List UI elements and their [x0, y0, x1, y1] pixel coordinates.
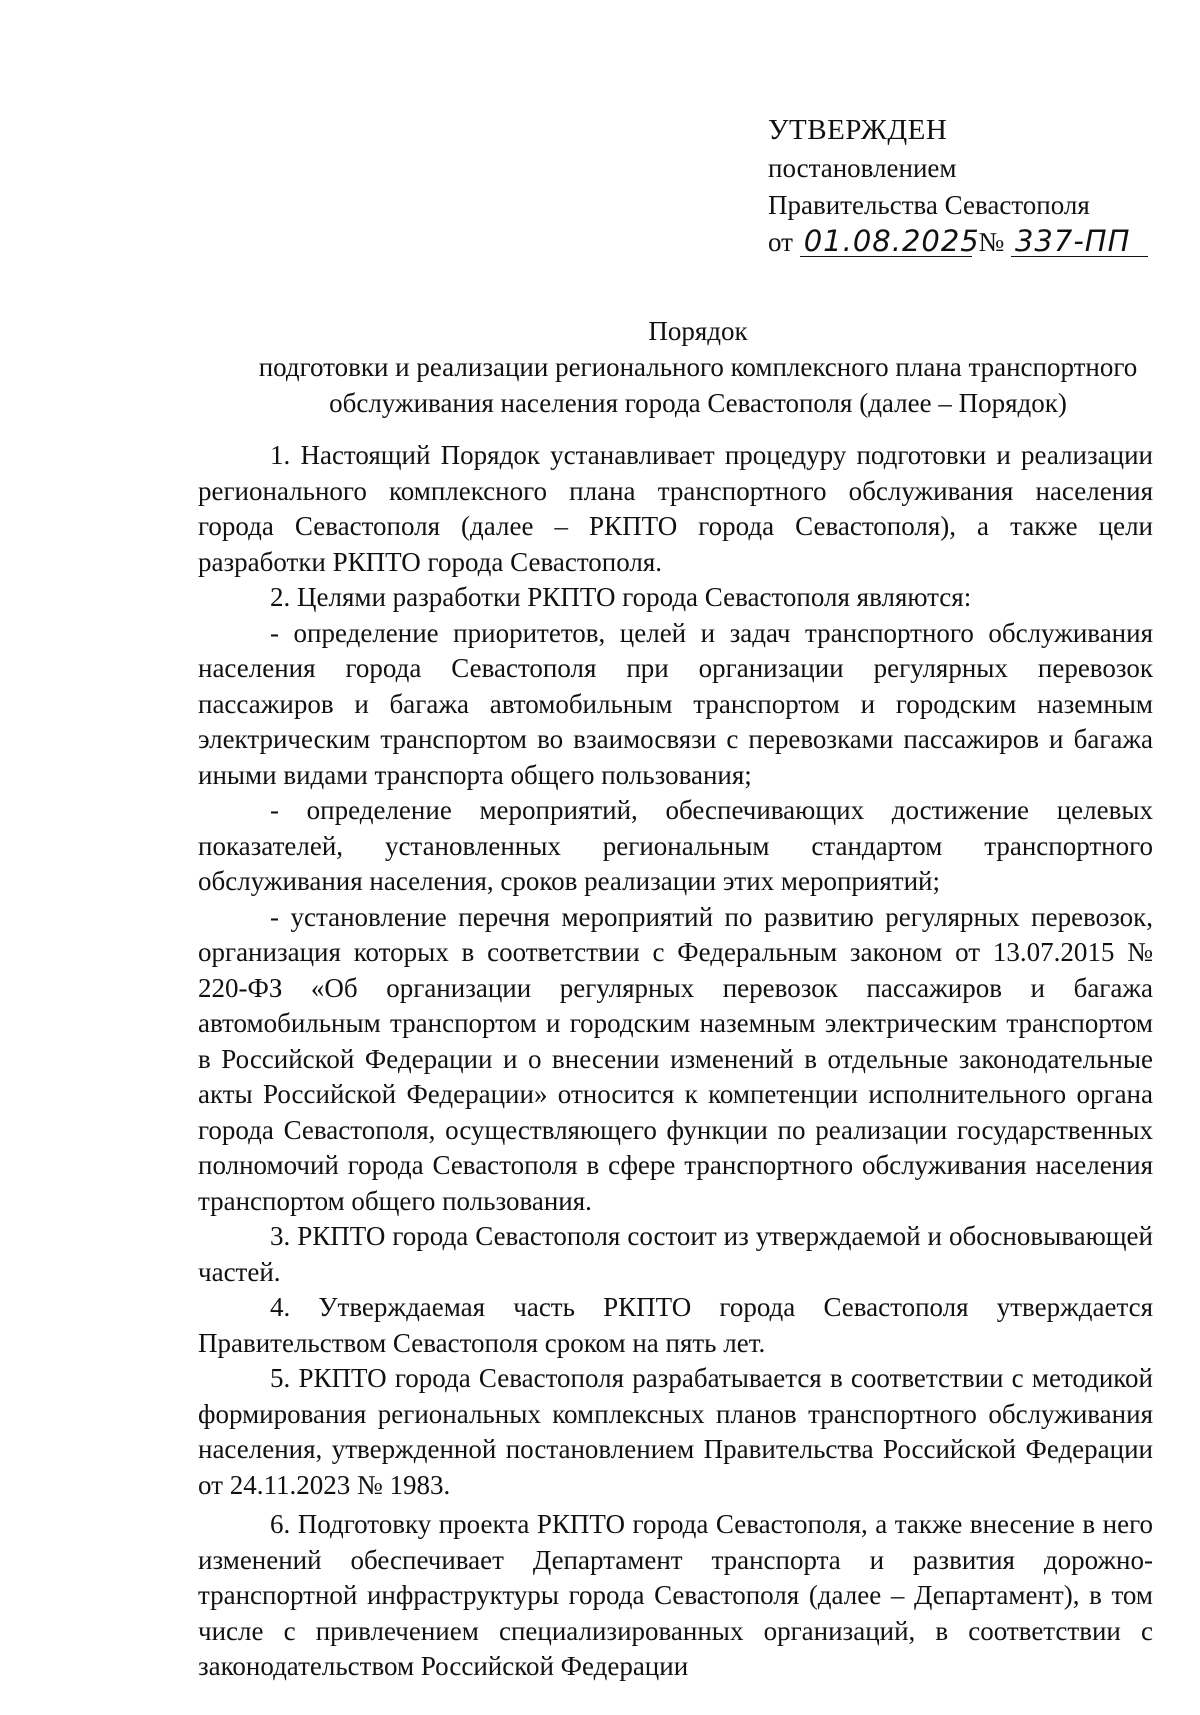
paragraph-2-item-1: - определение приоритетов, целей и задач транспортного обслуживания населения города Севастополя при организации регулярных перевозок пассажиров и багажа автомобильным транспортом и городским наземным электрическим транспортом во взаимосвязи с перевозками пассажиров и багажа иными видами транспорта общего пользования; — [198, 617, 1153, 790]
handwritten-date: 01.08.2025 — [800, 226, 972, 257]
document-heading — [198, 313, 1198, 421]
paragraph-5: 5. РКПТО города Севастополя разрабатывается в соответствии с методикой формирования региональных комплексных планов транспортного обслуживания населения, утвержденной постановлением Правительства Российской Федерации от 24.11.2023 № 1983. — [198, 1363, 1153, 1500]
heading-line-2: обслуживания населения города Севастополя (далее – Порядок) — [329, 388, 1067, 418]
approval-block — [768, 110, 1148, 261]
approval-line-2: Правительства Севастополя — [768, 190, 1090, 220]
paragraph-2-item-2: - определение мероприятий, обеспечивающих достижение целевых показателей, установленных региональным стандартом транспортного обслуживания населения, сроков реализации этих мероприятий; — [198, 795, 1153, 896]
document-body — [198, 438, 1153, 1685]
heading-line-1: подготовки и реализации регионального комплексного плана транспортного — [258, 352, 1138, 382]
approval-date-line — [768, 224, 1148, 261]
paragraph-1: 1. Настоящий Порядок устанавливает процедуру подготовки и реализации регионального комплексного плана транспортного обслуживания населения города Севастополя (далее – РКПТО города Севастополя), а также цели разработки РКПТО города Севастополя. — [198, 440, 1153, 577]
paragraph-6: 6. Подготовку проекта РКПТО города Севастополя, а также внесение в него изменений обеспечивает Департамент транспорта и развития дорожно-транспортной инфраструктуры города Севастополя (далее – Департамент), в том числе с привлечением специализированных организаций, в соответствии с законодательством Российской Федерации — [198, 1509, 1153, 1681]
heading-title: Порядок — [648, 316, 748, 346]
handwritten-number: 337-ПП — [1011, 226, 1148, 257]
paragraph-3: 3. РКПТО города Севастополя состоит из утверждаемой и обосновывающей частей. — [198, 1221, 1153, 1287]
number-sign: № — [978, 227, 1005, 257]
approval-title: УТВЕРЖДЕН — [768, 114, 948, 146]
date-prefix: от — [768, 227, 793, 257]
approval-line-1: постановлением — [768, 153, 957, 183]
paragraph-2-item-3: - установление перечня мероприятий по развитию регулярных перевозок, организация которых в соответствии с Федеральным законом от 13.07.2015 № 220-ФЗ «Об организации регулярных перевозок пассажиров и багажа автомобильным транспортом и городским наземным электрическим транспортом в Российской Федерации и о внесении изменений в отдельные законодательные акты Российской Федерации» относится к компетенции исполнительного органа города Севастополя, осуществляющего функции по реализации государственных полномочий города Севастополя в сфере транспортного обслуживания населения транспортом общего пользования. — [198, 901, 1153, 1216]
paragraph-4: 4. Утверждаемая часть РКПТО города Севастополя утверждается Правительством Севастополя сроком на пять лет. — [198, 1292, 1153, 1358]
paragraph-2: 2. Целями разработки РКПТО города Севастополя являются: — [270, 582, 972, 612]
